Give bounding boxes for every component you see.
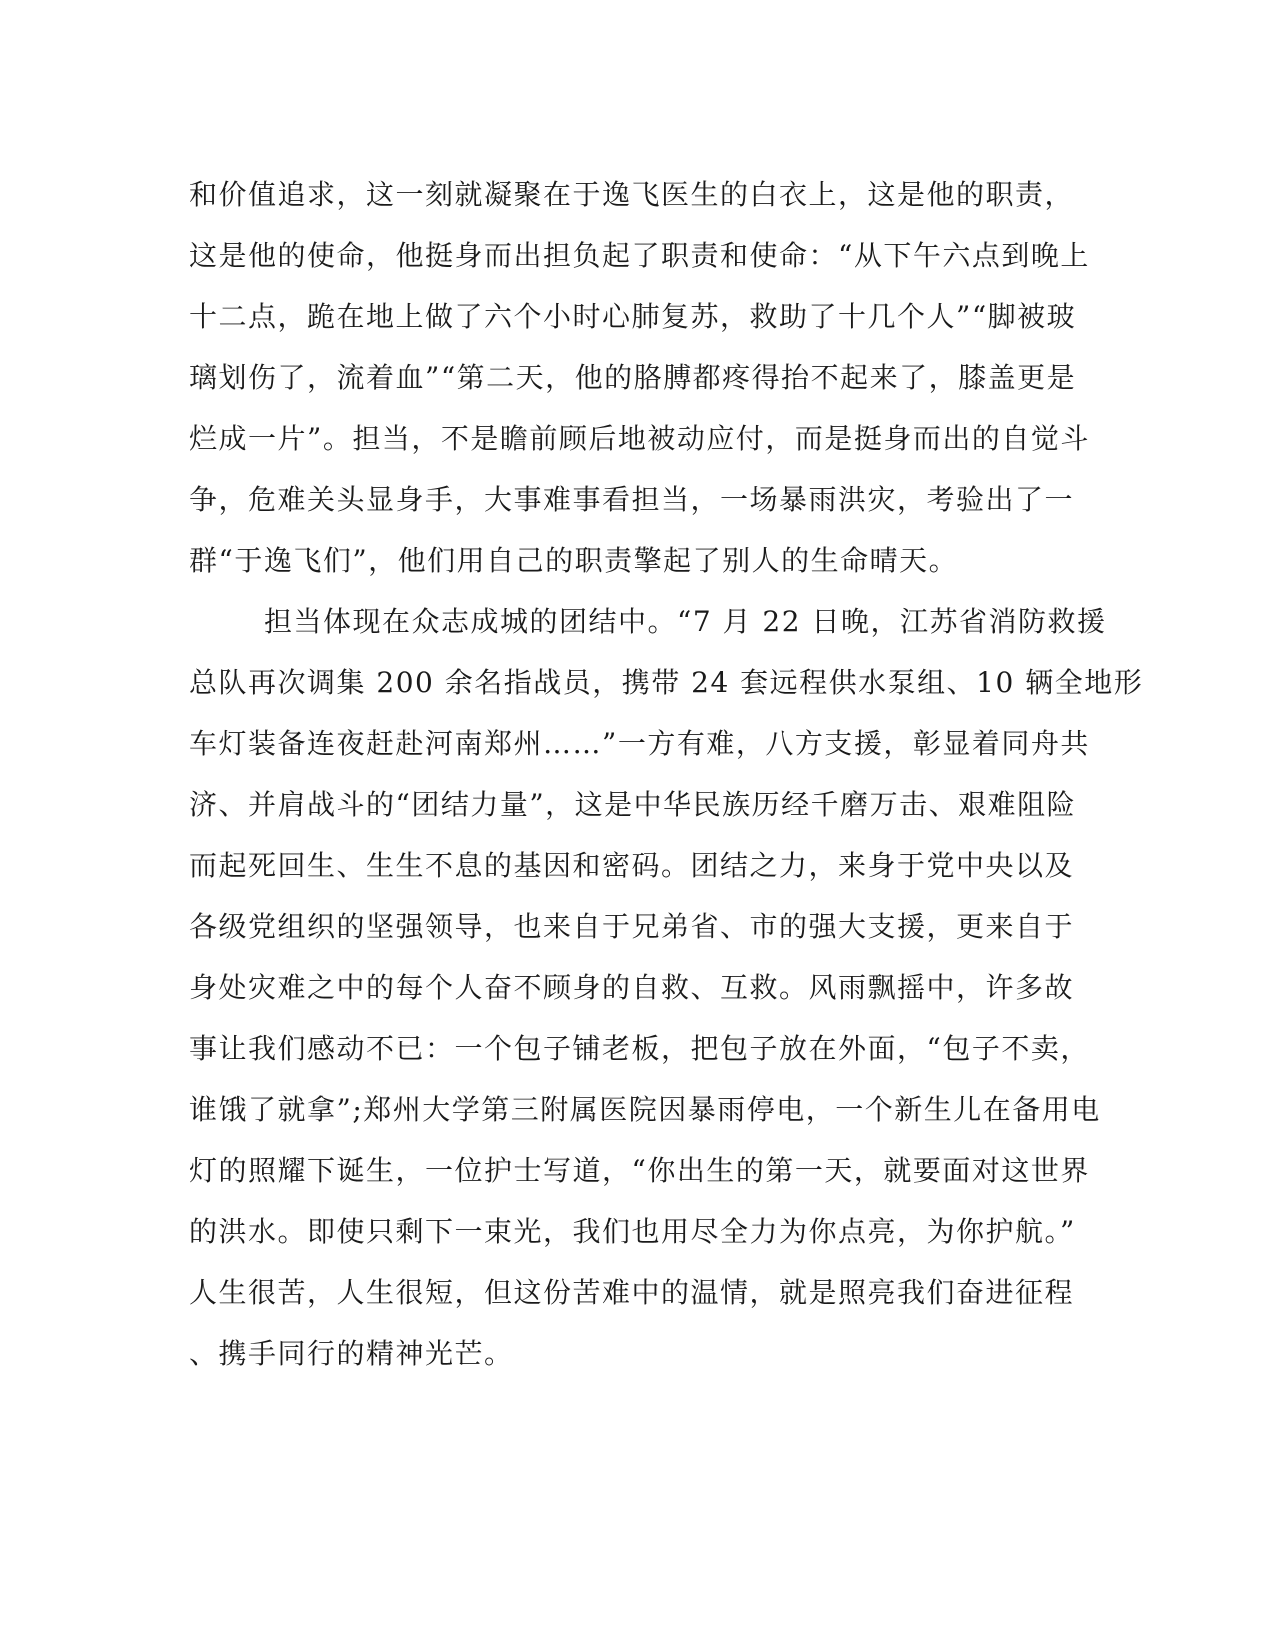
text-line: 烂成一片”。担当，不是瞻前顾后地被动应付，而是挺身而出的自觉斗: [189, 422, 1090, 455]
text-line: 车灯装备连夜赶赴河南郑州……”一方有难，八方支援，彰显着同舟共: [189, 727, 1090, 760]
text-line: 总队再次调集 200 余名指战员，携带 24 套远程供水泵组、10 辆全地形: [189, 666, 1144, 699]
text-line: 的洪水。即使只剩下一束光，我们也用尽全力为你点亮，为你护航。”: [189, 1215, 1076, 1248]
text-line: 这是他的使命，他挺身而出担负起了职责和使命：“从下午六点到晚上: [189, 239, 1090, 272]
body-text: [189, 164, 1144, 1384]
text-line: 人生很苦，人生很短，但这份苦难中的温情，就是照亮我们奋进征程: [189, 1276, 1075, 1309]
text-line: 、携手同行的精神光芒。: [189, 1337, 514, 1370]
text-line: 璃划伤了，流着血”“第二天，他的胳膊都疼得抬不起来了，膝盖更是: [189, 361, 1077, 394]
text-line: 身处灾难之中的每个人奋不顾身的自救、互救。风雨飘摇中，许多故: [189, 971, 1075, 1004]
paragraph-start-line: 担当体现在众志成城的团结中。“7 月 22 日晚，江苏省消防救援: [264, 605, 1107, 638]
text-line: 济、并肩战斗的“团结力量”，这是中华民族历经千磨万击、艰难阻险: [189, 788, 1077, 821]
text-line: 灯的照耀下诞生，一位护士写道，“你出生的第一天，就要面对这世界: [189, 1154, 1090, 1187]
text-line: 争，危难关头显身手，大事难事看担当，一场暴雨洪灾，考验出了一: [189, 483, 1075, 516]
text-line: 群“于逸飞们”，他们用自己的职责擎起了别人的生命晴天。: [189, 544, 959, 577]
text-line: 谁饿了就拿”;郑州大学第三附属医院因暴雨停电，一个新生儿在备用电: [189, 1093, 1101, 1126]
text-line: 和价值追求，这一刻就凝聚在于逸飞医生的白衣上，这是他的职责，: [189, 178, 1075, 211]
text-line: 而起死回生、生生不息的基因和密码。团结之力，来身于党中央以及: [189, 849, 1075, 882]
text-line: 事让我们感动不已：一个包子铺老板，把包子放在外面，“包子不卖，: [189, 1032, 1090, 1065]
text-line: 各级党组织的坚强领导，也来自于兄弟省、市的强大支援，更来自于: [189, 910, 1075, 943]
text-line: 十二点，跪在地上做了六个小时心肺复苏，救助了十几个人”“脚被玻: [189, 300, 1077, 333]
